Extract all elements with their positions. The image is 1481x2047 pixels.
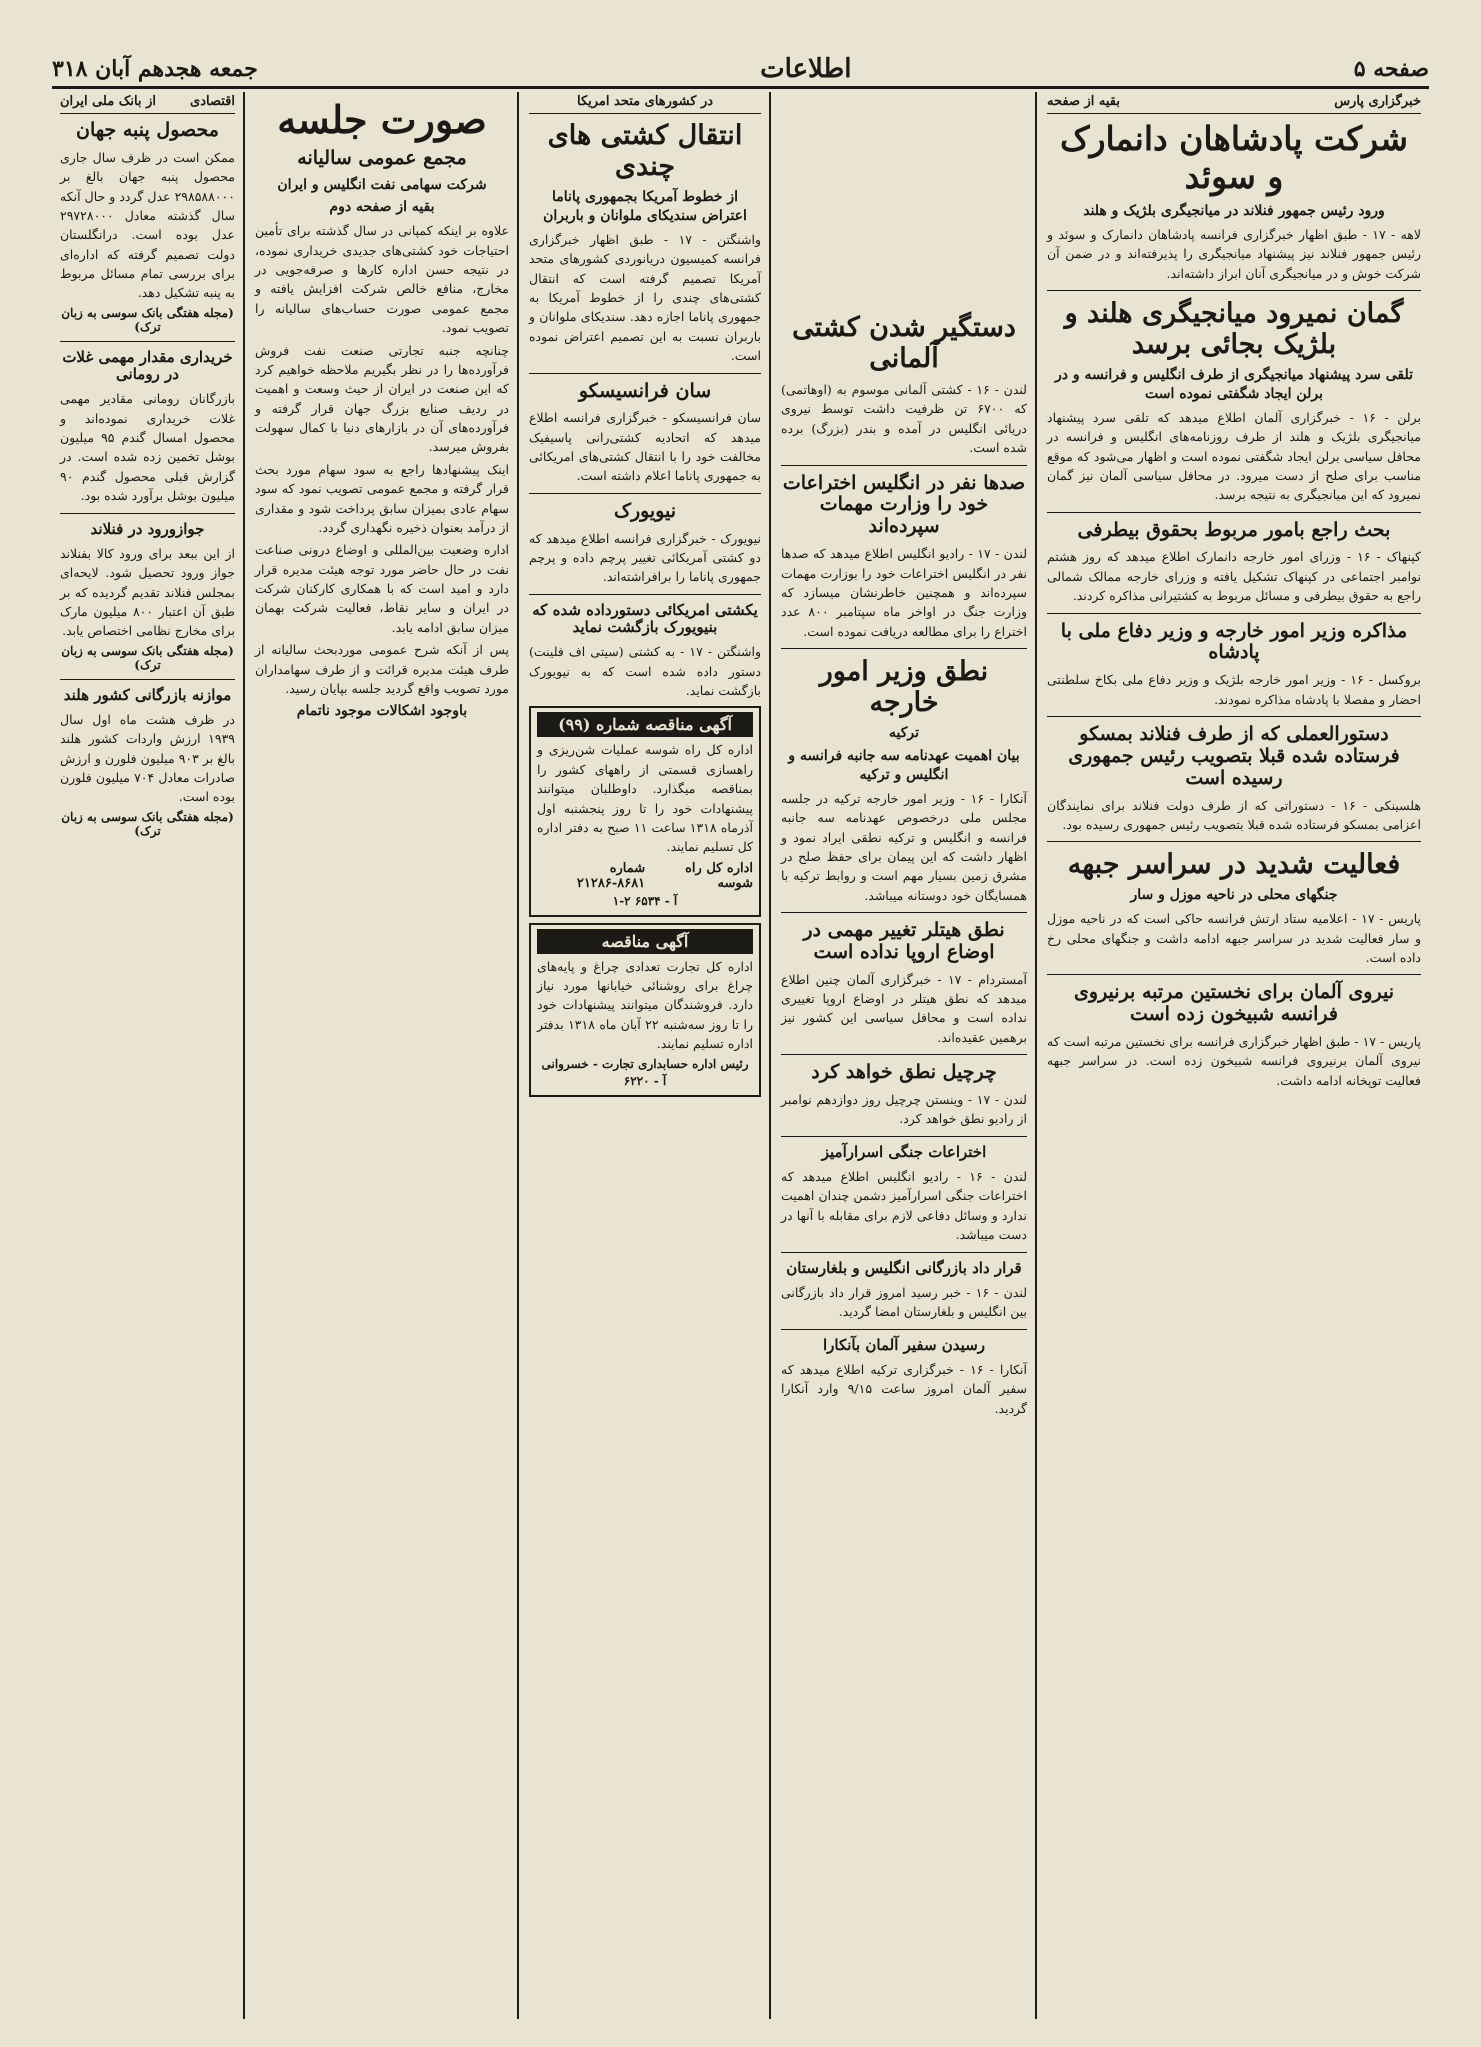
story-body: بروکسل - ۱۶ - وزیر امور خارجه بلژیک و وزیر دفاع ملی بکاخ سلطنتی احضار و مفصلا با پادشاه مذاکره نمودند.	[1047, 672, 1422, 707]
story-body: در ظرف هشت ماه اول سال ۱۹۳۹ ارزش واردات کشور هلند بالغ بر ۹۰۳ میلیون فلورن و ارزش صادرات معادل ۷۰۴ میلیون فلورن بوده است.	[60, 711, 235, 805]
story-headline: یکشتی امریکائی دستورداده شده که بنیویورک بازگشت نماید	[532, 600, 758, 637]
story-body: علاوه بر اینکه کمپانی در سال گذشته برای تأمین احتیاجات خود کشتی‌های جدیدی خریداری نموده، در نتیجه حسن اداره کارها و صرفه‌جویی در مخارج، منافع خالص شرکت افزایش یافته و مجمع عمومی صورت حساب‌های سالیانه را تصویب نمود.	[255, 223, 509, 336]
story-deck: مجمع عمومی سالیانه	[297, 146, 467, 169]
story-deck: جنگهای محلی در ناحیه موزل و سار	[1130, 887, 1338, 904]
story-headline: نطق هیتلر تغییر مهمی در اوضاع اروپا نداده است	[803, 919, 1005, 963]
story-body: پاریس - ۱۷ - اعلامیه ستاد ارتش فرانسه حاکی است که در ناحیه موزل و سار فعالیت شدید در سراسر جبهه ادامه داشت و جنگهای محلی رخ داده است.	[1047, 911, 1421, 966]
story-headline: قرار داد بازرگانی انگلیس و بلغارستان	[786, 1258, 1022, 1277]
ad-contact: اداره کل راه شوسه شماره ۸۶۸۱-۲۱۲۸۶	[576, 860, 753, 891]
ad-code: آ - ۶۵۳۴ ۲-۱	[612, 893, 678, 908]
lead-headline: شرکت پادشاهان دانمارک و سوئد	[1060, 119, 1408, 196]
story-body: ممکن است در ظرف سال جاری محصول پنبه جهان بالغ بر ۲۹۸۵۸۸۰۰۰ عدل گردد و حال آنکه سال گذشته معادل ۲۹۷۲۸۰۰۰ عدل بوده است. درانگلستان دولت تصمیم گرفته که اداره‌ای برای بررسی تمام مسائل مربوط به پنبه تشکیل دهد.	[60, 149, 235, 301]
story-body: بازرگانان رومانی مقادیر مهمی غلات خریداری نموده‌اند و محصول امسال گندم ۹۵ میلیون بوشل تخمین زده شده است. در گزارش قبلی محصول گندم ۹۰ میلیون بوشل برآورد شده بود.	[60, 391, 235, 504]
story-headline: سان فرانسیسکو	[578, 379, 712, 402]
story-headline: صورت جلسه	[277, 97, 487, 142]
page-number: صفحه ۵	[1353, 56, 1429, 82]
column-divider	[1035, 92, 1037, 2019]
story-body: آمستردام - ۱۷ - خبرگزاری آلمان چنین اطلاع میدهد که نطق هیتلر در اوضاع اروپا تغییری نداده است و محافل سیاسی این کشور نیز برهمین عقیده‌اند.	[781, 971, 1028, 1045]
story-headline: چرچیل نطق خواهد کرد	[811, 1061, 997, 1084]
column-3	[521, 92, 769, 2019]
paper-name: اطلاعات	[760, 54, 852, 84]
tender-ad-99	[529, 706, 761, 916]
story-headline: بحث راجع بامور مربوط بحقوق بیطرفی	[1077, 518, 1391, 541]
story-headline: جوازورود در فنلاند	[90, 519, 205, 538]
lead-deck: ورود رئیس جمهور فنلاند در میانجیگری بلژیک و هلند	[1083, 202, 1385, 219]
story-body: پاریس - ۱۷ - طبق اظهار خبرگزاری فرانسه برای نخستین مرتبه است که نیروی آلمان برنیروی فرانسه شبیخون زده است. در سراسر جبهه فعالیت توپخانه ادامه داشت.	[1047, 1034, 1421, 1088]
ad-body: اداره کل راه شوسه عملیات شن‌ریزی و راهسازی قسمتی از راههای کشور را بمناقصه میگذارد. داوطلبان میتوانند پیشنهادات خود را تا روز پنجشنبه اول آذرماه ۱۳۱۸ ساعت ۱۱ صبح به دفتر اداره کل تسلیم نمایند.	[537, 742, 753, 855]
story-headline: نیویورک	[613, 499, 677, 522]
story-headline: دستگیر شدن کشتی آلمانی	[792, 312, 1016, 375]
story-deck: از خطوط آمریکا بجمهوری پاناما اعتراض سندیکای ملوانان و باربران	[543, 189, 747, 224]
story-kicker: ترکیه	[888, 725, 920, 742]
story-body: کپنهاک - ۱۶ - وزرای امور خارجه دانمارک اطلاع میدهد که روز هشتم نوامبر اجتماعی در کپنهاک تشکیل یافته و وزرای خارجه ممالک شمالی راجع به حقوق بیطرفی و مسائل مربوط به کشتیرانی مذاکره کردند.	[1047, 549, 1421, 604]
story-body: نیویورک - خبرگزاری فرانسه اطلاع میدهد که دو کشتی آمریکائی تغییر پرچم داده و پرچم جمهوری پاناما را برافراشته‌اند.	[529, 530, 761, 585]
ad-title: آگهی مناقصه	[537, 929, 753, 954]
ad-title: آگهی مناقصه شماره (۹۹)	[537, 712, 753, 737]
story-body: لندن - ۱۶ - رادیو انگلیس اطلاع میدهد که اختراعات جنگی اسرارآمیز دشمن چندان اهمیت ندارد و وسائل دفاعی لازم برای مقابله با آنها در دست میباشد.	[781, 1169, 1028, 1243]
column-4	[247, 92, 517, 2019]
story-body: سان فرانسیسکو - خبرگزاری فرانسه اطلاع میدهد که اتحادیه کشتی‌رانی پاسیفیک مخالفت خود را با انتقال کشتی‌های امریکائی به جمهوری پاناما اعلام داشته است.	[529, 410, 761, 484]
story-body: آنکارا - ۱۶ - خبرگزاری ترکیه اطلاع میدهد که سفیر آلمان امروز ساعت ۹/۱۵ وارد آنکارا گردید.	[781, 1361, 1028, 1416]
story-body: هلسینکی - ۱۶ - دستوراتی که از طرف دولت فنلاند برای نمایندگان اعزامی بمسکو فرستاده شده قبلا بتصویب رئیس جمهوری رسیده بود.	[1047, 797, 1421, 832]
story-body: واشنگتن - ۱۷ - طبق اظهار خبرگزاری فرانسه کمیسیون دریانوردی کشورهای متحد آمریکا تصمیم گرفته است که انتقال کشتی‌های چندی را از خطوط آمریکا به جمهوری پاناما اجازه دهد. سندیکای ملوانان و باربران نسبت به این تصمیم اعتراض نموده است.	[529, 231, 762, 364]
story-headline: نطق وزیر امور خارجه	[819, 656, 989, 719]
story-credit: (مجله هفتگی بانک سوسی به زبان ترک)	[61, 643, 234, 672]
story-body: لندن - ۱۶ - کشتی آلمانی موسوم به (اوهاتمی) که ۶۷۰۰ تن ظرفیت داشت توسط نیروی دریائی انگلیس در آمده و بندر (بزرگ) برده شده است.	[781, 382, 1027, 456]
story-body: چنانچه جنبه تجارتی صنعت نفت فروش فرآورده‌ها را در نظر بگیریم ملاحظه خواهیم کرد که این صنعت در ایران از حیث وسعت و اهمیت در ردیف صنایع بزرگ جهان قرار گرفته و فرآورده‌های آن در بازارهای دنیا با کمال سهولت بفروش میرسد.	[255, 342, 509, 455]
masthead	[52, 52, 1429, 89]
story-headline: اختراعات جنگی اسرارآمیز	[821, 1142, 987, 1161]
column-kicker: خبرگزاری پارس بقیه از صفحه	[1047, 92, 1421, 114]
story-credit: (مجله هفتگی بانک سوسی به زبان ترک)	[61, 809, 234, 838]
column-kicker: اقتصادی از بانک ملی ایران	[60, 92, 235, 114]
story-headline: صدها نفر در انگلیس اختراعات خود را وزارت مهمات سپرده‌اند	[782, 471, 1026, 538]
story-body: از این ببعد برای ورود کالا بفنلاند جواز ورود تحصیل شود. لایحه‌ای بمجلس فنلاند تقدیم گردیده که بر طبق آن اعتبار ۸۰۰ میلیون مارک برای مخارج نظامی اختصاص یابد.	[60, 545, 235, 639]
story-credit: (مجله هفتگی بانک سوسی به زبان ترک)	[61, 305, 234, 334]
ad-footer: رئیس اداره حسابداری تجارت - خسروانی	[541, 1056, 749, 1071]
tender-ad	[529, 923, 761, 1097]
story-headline: مذاکره وزیر امور خارجه و وزیر دفاع ملی با پادشاه	[1060, 619, 1408, 664]
column-divider	[243, 92, 245, 2019]
story-body: لندن - ۱۷ - رادیو انگلیس اطلاع میدهد که صدها نفر در انگلیس اختراعات خود را بوزارت مهمات سپرده‌اند و همچنین خاطرنشان میسازد که وزارت جنگ در اواخر ماه سپتامبر ۸۰۰ عدد اختراع را برای مطالعه دریافت نموده است.	[781, 546, 1028, 639]
column-1	[1039, 92, 1429, 2019]
story-deck: بیان اهمیت عهدنامه سه جانبه فرانسه و انگلیس و ترکیه	[788, 747, 1020, 783]
issue-date: جمعه هجدهم آبان ۳۱۸	[52, 56, 258, 82]
story-body: اداره وضعیت بین‌المللی و اوضاع درونی صناعت نفت در حال حاضر مورد توجه هیئت مدیره قرار دارد و امید است که با همکاری کارکنان شرکت در ایران و سایر نقاط، فعالیت شرکت بهمان میزان سابق ادامه یابد.	[255, 542, 509, 635]
story-body: لندن - ۱۷ - وینستن چرچیل روز دوازدهم نوامبر از رادیو نطق خواهد کرد.	[781, 1092, 1027, 1127]
column-5	[52, 92, 243, 2019]
story-headline: محصول پنبه جهان	[76, 119, 219, 141]
story-headline: دستورالعملی که از طرف فنلاند بمسکو فرستاده شده قبلا بتصویب رئیس جمهوری رسیده است	[1068, 723, 1400, 789]
story-closing: باوجود اشکالات موجود ناتمام	[296, 703, 468, 720]
story-body: واشنگتن - ۱۷ - به کشتی (سیتی اف فلینت) دستور داده شده است که به نیویورک بازگشت نماید.	[529, 644, 761, 699]
story-body: اینک پیشنهادها راجع به سود سهام مورد بحث قرار گرفته و مجمع عمومی تصویب نمود که سود سهام عادی بمیزان سابق پرداخت شود و مقداری از درآمد بعنوان ذخیره نگهداری گردد.	[255, 461, 509, 535]
column-kicker: در کشورهای متحد امریکا	[529, 92, 761, 114]
story-headline: نیروی آلمان برای نخستین مرتبه برنیروی فرانسه شبیخون زده است	[1074, 981, 1394, 1026]
column-divider	[517, 92, 519, 2019]
story-headline: موازنه بازرگانی کشور هلند	[63, 685, 232, 704]
story-headline: خریداری مقدار مهمی غلات در رومانی	[62, 347, 233, 384]
ad-body: اداره کل تجارت تعدادی چراغ و پایه‌های چراغ برای روشنائی خیابانها مورد نیاز دارد. فروشندگان میتوانند پیشنهادات خود را تا روز سه‌شنبه ۲۲ آبان ماه ۱۳۱۸ بدفتر اداره تسلیم نمایند.	[537, 958, 753, 1052]
story-headline: گمان نمیرود میانجیگری هلند و بلژیک بجائی برسد	[1064, 297, 1404, 360]
ad-code: آ - ۶۲۲۰	[623, 1073, 667, 1088]
column-2	[773, 92, 1035, 2019]
story-body: لندن - ۱۶ - خبر رسید امروز قرار داد بازرگانی بین انگلیس و بلغارستان امضا گردید.	[781, 1284, 1027, 1320]
story-headline: فعالیت شدید در سراسر جبهه	[1067, 849, 1401, 881]
story-body: پس از آنکه شرح عمومی موردبحث سالیانه از طرف هیئت مدیره قرائت و از طرف سهامداران مورد تصویب واقع گردید جلسه بپایان رسید.	[255, 642, 509, 696]
story-headline: رسیدن سفیر آلمان بآنکارا	[822, 1335, 986, 1354]
story-deck: تلقی سرد پیشنهاد میانجیگری از طرف انگلیس و فرانسه و در برلن ایجاد شگفتی نموده است	[1054, 366, 1414, 402]
lead-body: لاهه - ۱۷ - طبق اظهار خبرگزاری فرانسه پادشاهان دانمارک و سوئد و رئیس جمهور فنلاند نیز پیشنهاد میانجیگری را پذیرفته‌اند و در ضمن آن شرکت خوش و در میانجیگری آنان ابراز داشته‌اند.	[1047, 226, 1422, 281]
column-divider	[769, 92, 771, 2019]
story-body: برلن - ۱۶ - خبرگزاری آلمان اطلاع میدهد که تلقی سرد پیشنهاد میانجیگری بلژیک و هلند از طرف روزنامه‌های انگلیس و فرانسه در محافل سیاسی برلن ایجاد شگفتی نموده است و اظهار می‌شود که موقع مناسب برای صلح از دست میرود. در محافل سیاسی آلمان نیز گمان نمیرود که این میانجیگری به نتیجه برسد.	[1047, 409, 1421, 503]
story-body: آنکارا - ۱۶ - وزیر امور خارجه ترکیه در جلسه مجلس ملی درخصوص عهدنامه سه جانبه فرانسه و انگلیس و ترکیه نطقی ایراد نمود و اظهار داشت که این پیمان برای حفظ صلح در مشرق زمین بسیار مهم است و روابط ترکیه با همسایگان خود دوستانه میباشد.	[781, 790, 1027, 903]
story-subtitle: شرکت سهامی نفت انگلیس و ایران	[277, 176, 487, 193]
continued-from: بقیه از صفحه دوم	[329, 199, 435, 216]
story-headline: انتقال کشتی های چندی	[547, 120, 743, 183]
